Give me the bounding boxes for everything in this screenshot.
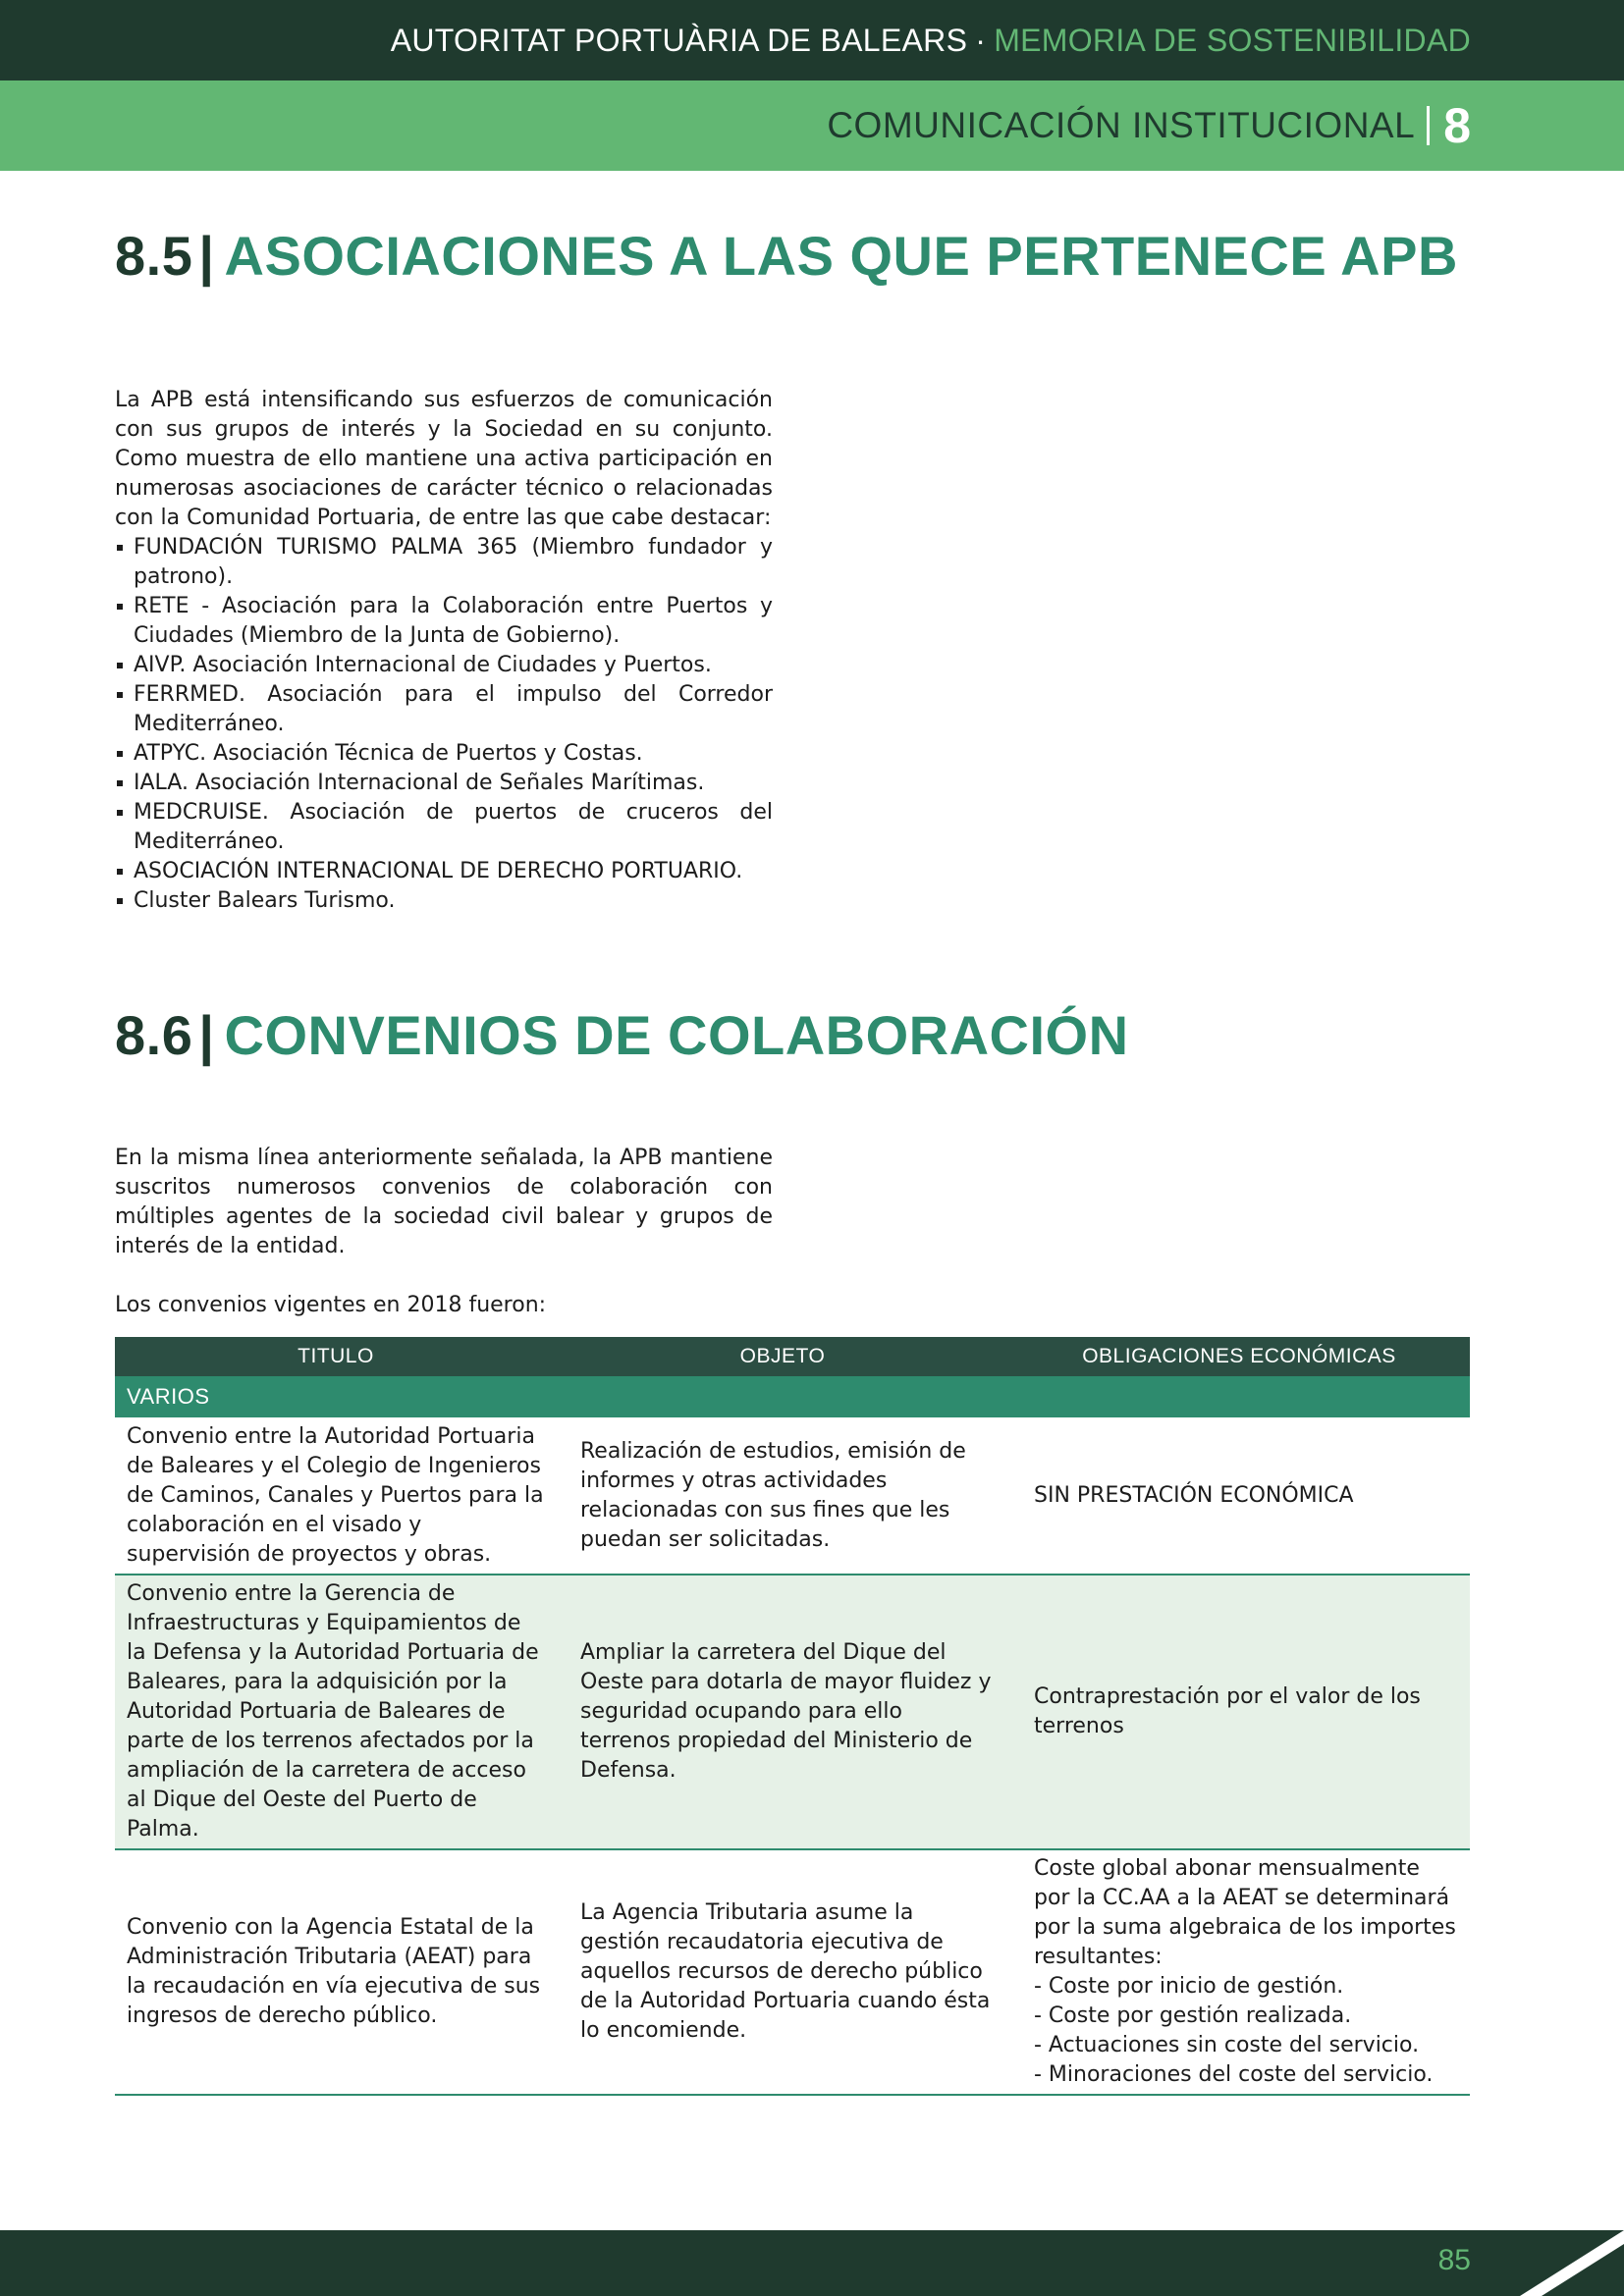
section-86-heading [115,1004,1129,1066]
chapter-divider [1427,106,1430,145]
table-row [115,1417,1470,1575]
header-separator: · [975,22,987,58]
list-item: FUNDACIÓN TURISMO PALMA 365 (Miembro fundador y patrono). [115,533,773,592]
list-item: ATPYC. Asociación Técnica de Puertos y Costas. [115,739,773,769]
chapter-number: 8 [1443,98,1471,153]
page-number: 85 [1437,2244,1471,2276]
cell-obligaciones: SIN PRESTACIÓN ECONÓMICA [1008,1417,1470,1575]
associations-list [115,533,773,916]
organization-name: AUTORITAT PORTUÀRIA DE BALEARS [390,22,968,58]
section-86-title: CONVENIOS DE COLABORACIÓN [224,1004,1129,1066]
cell-titulo: Convenio con la Agencia Estatal de la Administración Tributaria (AEAT) para la recaudación en vía ejecutiva de sus ingresos de derecho público. [115,1849,557,2095]
section-86-lead-in: Los convenios vigentes en 2018 fueron: [115,1293,547,1317]
table-row [115,1575,1470,1849]
list-item: AIVP. Asociación Internacional de Ciudades y Puertos. [115,651,773,680]
column-header-obligaciones: OBLIGACIONES ECONÓMICAS [1008,1337,1470,1376]
group-label: VARIOS [115,1376,1470,1417]
report-title-bar [0,0,1624,80]
table-group-row [115,1376,1470,1417]
section-85-number: 8.5 [115,225,193,287]
heading-divider: | [198,1004,215,1066]
column-header-objeto: OBJETO [557,1337,1008,1376]
chapter-bar [0,80,1624,171]
cell-objeto: Ampliar la carretera del Dique del Oeste para dotarla de mayor fluidez y seguridad ocupando para ello terrenos propiedad del Ministerio de Defensa. [557,1575,1008,1849]
list-item: IALA. Asociación Internacional de Señales Marítimas. [115,769,773,798]
section-86-number: 8.6 [115,1004,193,1066]
section-86-paragraph: En la misma línea anteriormente señalada, la APB mantiene suscritos numerosos convenios de colaboración con múltiples agentes de la sociedad civil balear y grupos de interés de la entidad. [115,1146,773,1258]
section-85-body [115,386,773,916]
section-85-heading [115,225,1458,287]
heading-divider: | [198,225,215,287]
cell-objeto: Realización de estudios, emisión de informes y otras actividades relacionadas con sus fines que les puedan ser solicitadas. [557,1417,1008,1575]
report-name: MEMORIA DE SOSTENIBILIDAD [994,22,1471,58]
list-item: RETE - Asociación para la Colaboración entre Puertos y Ciudades (Miembro de la Junta de Gobierno). [115,592,773,651]
section-86-body [115,1144,773,1320]
list-item: FERRMED. Asociación para el impulso del Corredor Mediterráneo. [115,680,773,739]
cell-titulo: Convenio entre la Gerencia de Infraestructuras y Equipamientos de la Defensa y la Autoridad Portuaria de Baleares, para la adquisición por la Autoridad Portuaria de Baleares de parte de los terrenos afectados por la ampliación de la carretera de acceso al Dique del Oeste del Puerto de Palma. [115,1575,557,1849]
list-item: ASOCIACIÓN INTERNACIONAL DE DERECHO PORTUARIO. [115,857,773,886]
list-item: Cluster Balears Turismo. [115,886,773,916]
cell-titulo: Convenio entre la Autoridad Portuaria de Baleares y el Colegio de Ingenieros de Caminos, Canales y Puertos para la colaboración en el visado y supervisión de proyectos y obras. [115,1417,557,1575]
table-header-row [115,1337,1470,1376]
cell-objeto: La Agencia Tributaria asume la gestión recaudatoria ejecutiva de aquellos recursos de derecho público de la Autoridad Portuaria cuando ésta lo encomiende. [557,1849,1008,2095]
cell-obligaciones: Coste global abonar mensualmente por la CC.AA a la AEAT se determinará por la suma algebraica de los importes resultantes: - Coste por inicio de gestión. - Coste por gestión realizada. - Actuaciones sin coste del servicio. - Minoraciones del coste del servicio. [1008,1849,1470,2095]
table-row [115,1849,1470,2095]
page-footer [0,2230,1624,2296]
cell-obligaciones: Contraprestación por el valor de los terrenos [1008,1575,1470,1849]
chapter-title: COMUNICACIÓN INSTITUCIONAL [827,105,1416,145]
section-85-intro: La APB está intensificando sus esfuerzos de comunicación con sus grupos de interés y la Sociedad en su conjunto. Como muestra de ello mantiene una activa participación en numerosas asociaciones de carácter técnico o relacionadas con la Comunidad Portuaria, de entre las que cabe destacar: [115,388,773,530]
list-item: MEDCRUISE. Asociación de puertos de cruceros del Mediterráneo. [115,798,773,857]
section-85-title: ASOCIACIONES A LAS QUE PERTENECE APB [224,225,1458,287]
agreements-table [115,1337,1470,2096]
column-header-titulo: TITULO [115,1337,557,1376]
corner-stripe-decoration [1516,2230,1624,2296]
